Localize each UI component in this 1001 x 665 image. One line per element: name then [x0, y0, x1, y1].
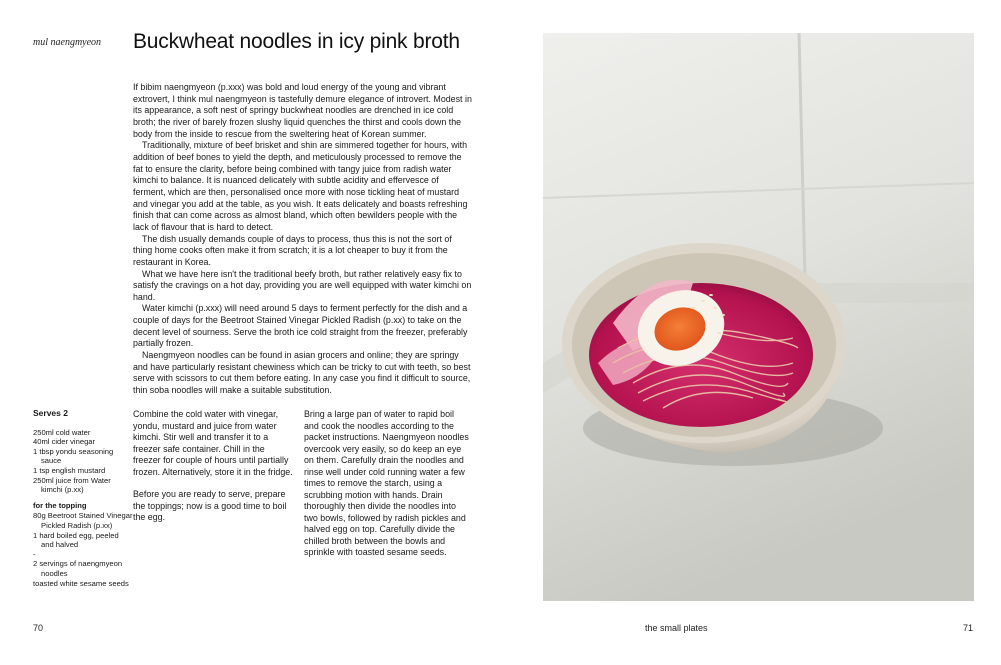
section-name: the small plates [645, 623, 708, 633]
method-step: Combine the cold water with vinegar, yondu, mustard and juice from water kimchi. Stir well and transfer it to a freezer safe container. Chill in the freezer for couple of hours until partially frozen. Alternatively, store it in the fridge. [133, 409, 293, 477]
ingredient-item: 1 tbsp yondu seasoning sauce [33, 446, 114, 466]
ingredient-item: 1 tsp english mustard [33, 465, 106, 475]
intro-text [133, 82, 473, 397]
page-number-right: 71 [963, 623, 974, 633]
intro-paragraph: The dish usually demands couple of days to process, thus this is not the sort of thing home cooks often make it from scratch; it is a lot cheaper to buy it from the restaurant in Korea. [133, 233, 452, 267]
running-head: mul naengmyeon [33, 37, 102, 48]
method-step: Before you are ready to serve, prepare the toppings; now is a good time to boil the egg. [133, 489, 287, 522]
method-column-1 [133, 409, 293, 535]
intro-paragraph: What we have here isn't the traditional beefy broth, but rather relatively easy fix to satisfy the cravings on a hot day, providing you are well equipped with water kimchi on hand. [133, 268, 472, 302]
topping-item: 2 servings of naengmyeon noodles [33, 559, 123, 578]
intro-paragraph: Traditionally, mixture of beef brisket and shin are simmered together for hours, with addition of beef bones to yield the depth, and meticulously processed to remove the fat to ensure the clarity, before being combined with tangy juice from radish water kimchi to balance. It is nuanced delicately with subtle acidity and effervesce of ferment, which are then, personalised once more with nose tickling heat of mustard and vinegar you add at the table, as you wish. It eats delicately and boasts refreshing finish that can come across as almost bland, which often bewilders people with the lack of flavour that is hard to detect. [133, 140, 468, 232]
ingredient-item: 40ml cider vinegar [33, 437, 96, 447]
page-number-left: 70 [33, 623, 44, 633]
intro-paragraph: If bibim naengmyeon (p.xxx) was bold and loud energy of the young and vibrant extrovert, I think mul naengmyeon is tastefully demure elegance of introvert. Modest in its appearance, a soft nest of springy buckwheat noodles are drenched in ice cold broth; the river of barely frozen slushy liquid quenches the thirst and cools down the body from the inside to rescue from the sweltering heat of Korean summer. [133, 82, 472, 139]
intro-paragraph: Naengmyeon noodles can be found in asian grocers and online; they are springy and have particularly resistant chewiness which can be tricky to cut with teeth, so best serve with scissors to cut them before eating. In any case you find it difficult to source, thin soba noodles will make a suitable substitution. [133, 350, 471, 396]
topping-item: 80g Beetroot Stained Vinegar Pickled Radish (p.xx) [33, 511, 133, 530]
ingredient-item: 250ml juice from Water kimchi (p.xx) [33, 475, 111, 495]
topping-item: - [33, 549, 36, 559]
method-column-2 [304, 409, 469, 570]
serves-heading: Serves 2 [33, 408, 68, 418]
method-step: Bring a large pan of water to rapid boil and cook the noodles according to the packet instructions. Naengmyeon noodles overcook very easily, so do keep an eye on them. Carefully drain the noodles and rinse well under cold running water a few times to remove the starch, using a scrubbing motion with hands. Drain thoroughly then divide the noodles into two bowls, followed by radish pickles and halved egg on top. Carefully divide the chilled broth between the bowls and sprinkle with toasted sesame seeds. [304, 409, 469, 557]
ingredient-item: 250ml cold water [33, 427, 91, 437]
topping-item: toasted white sesame seeds [33, 578, 129, 588]
recipe-title: Buckwheat noodles in icy pink broth [133, 30, 460, 53]
dish-photo [543, 33, 974, 601]
topping-item: 1 hard boiled egg, peeled and halved [33, 530, 119, 550]
ingredients-list [33, 409, 133, 588]
topping-heading: for the topping [33, 500, 87, 510]
intro-paragraph: Water kimchi (p.xxx) will need around 5 days to ferment perfectly for the dish and a couple of days for the Beetroot Stained Vinegar Pickled Radish (p.xx) to take on the decent level of sourness. Serve the broth ice cold straight from the freezer, preferably partially frozen. [133, 303, 468, 349]
